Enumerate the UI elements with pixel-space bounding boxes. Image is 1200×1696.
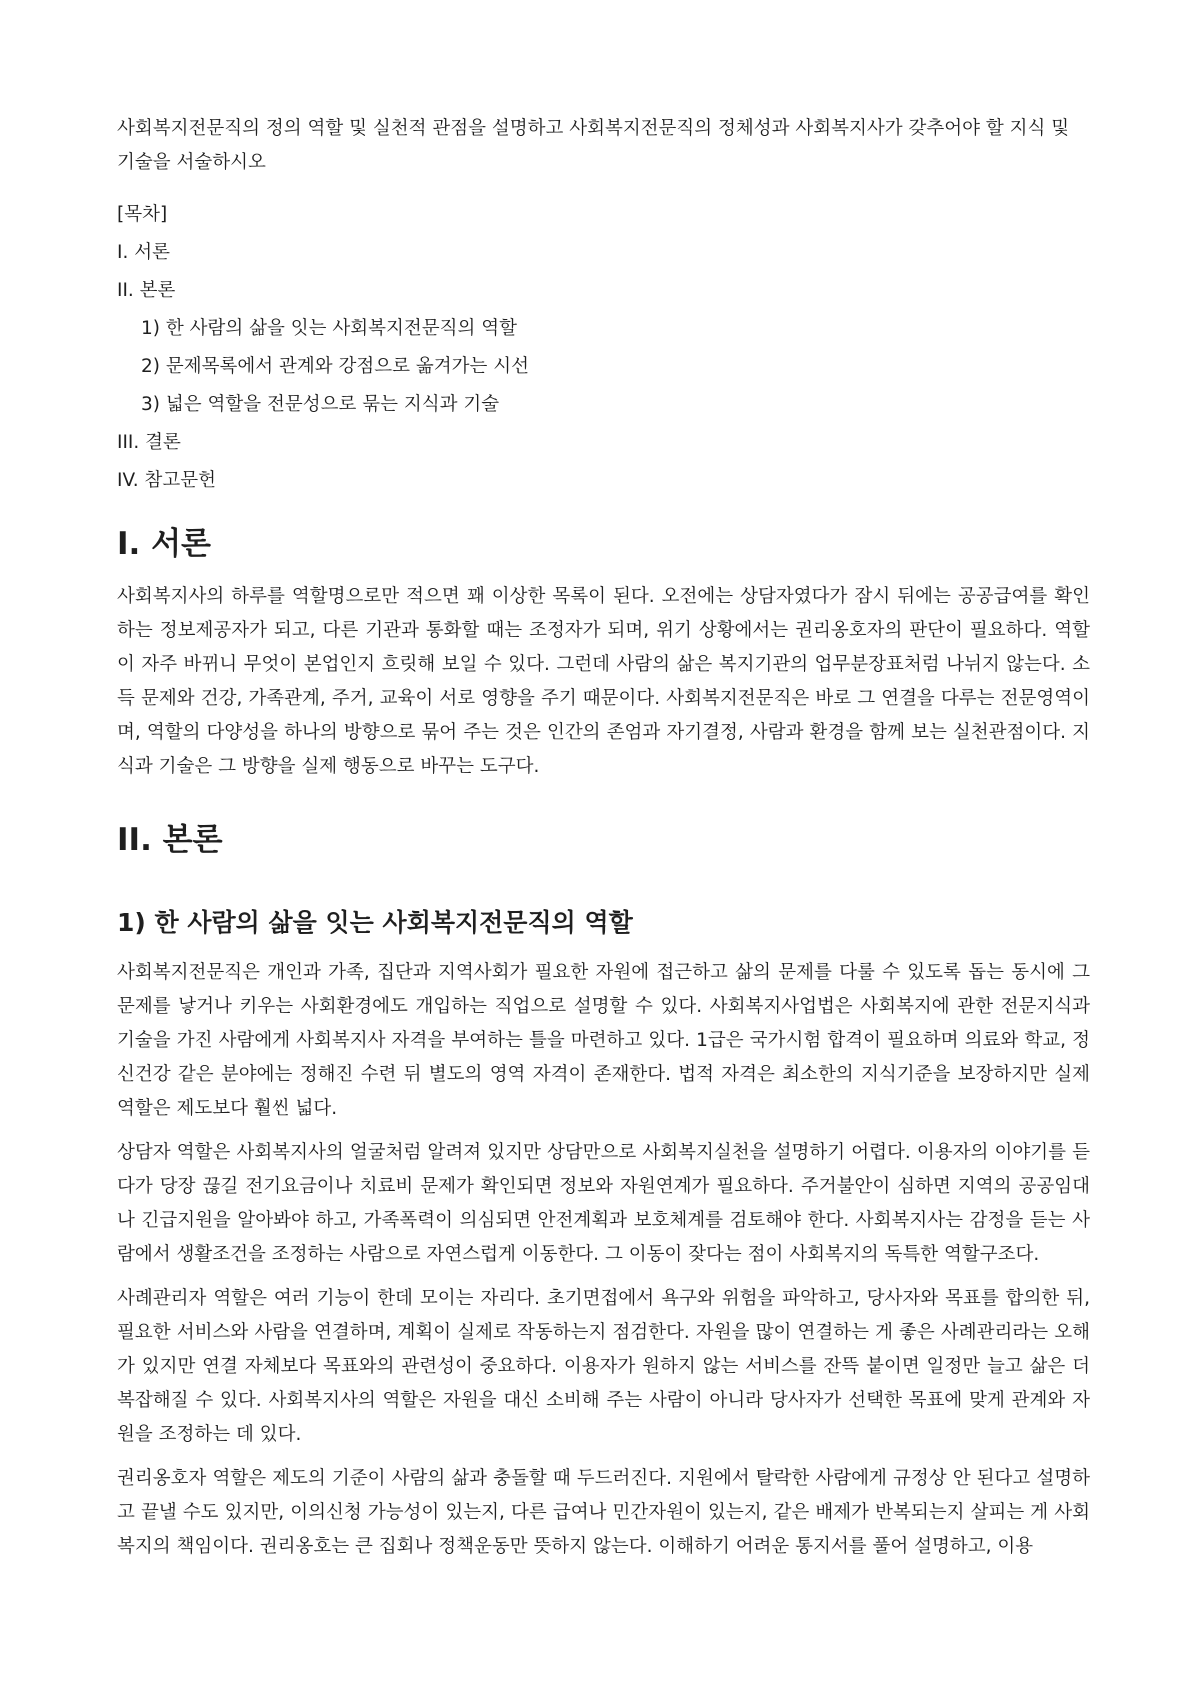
intro-heading: I. 서론 — [117, 526, 211, 562]
toc-title: [목차] — [117, 204, 168, 225]
toc-item-body: II. 본론 — [117, 280, 176, 301]
section1-paragraph-2: 상담자 역할은 사회복지사의 얼굴처럼 알려져 있지만 상담만으로 사회복지실천을 설명하기 어렵다. 이용자의 이야기를 듣다가 당장 끊길 전기요금이나 치료비 문제가 확인되면 정보와 자원연계가 필요하다. 주거불안이 심하면 지역의 공공임대나 긴급지원을 알아봐야 하고, 가족폭력이 의심되면 안전계획과 보호체계를 검토해야 한다. 사회복지사는 감정을 듣는 사람에서 생활조건을 조정하는 사람으로 자연스럽게 이동한다. 그 이동이 잦다는 점이 사회복지의 독특한 역할구조다. — [117, 1142, 1090, 1265]
toc-item-references: IV. 참고문헌 — [117, 470, 216, 491]
toc-item-intro: I. 서론 — [117, 242, 170, 263]
toc-item-body-2: 2) 문제목록에서 관계와 강점으로 옮겨가는 시선 — [141, 356, 529, 377]
toc-item-body-1: 1) 한 사람의 삶을 잇는 사회복지전문직의 역할 — [141, 318, 517, 339]
section1-heading: 1) 한 사람의 삶을 잇는 사회복지전문직의 역할 — [117, 908, 633, 937]
intro-paragraph: 사회복지사의 하루를 역할명으로만 적으면 꽤 이상한 목록이 된다. 오전에는 상담자였다가 잠시 뒤에는 공공급여를 확인하는 정보제공자가 되고, 다른 기관과 통화할 때는 조정자가 되며, 위기 상황에서는 권리옹호자의 판단이 필요하다. 역할이 자주 바뀌니 무엇이 본업인지 흐릿해 보일 수 있다. 그런데 사람의 삶은 복지기관의 업무분장표처럼 나뉘지 않는다. 소득 문제와 건강, 가족관계, 주거, 교육이 서로 영향을 주기 때문이다. 사회복지전문직은 바로 그 연결을 다루는 전문영역이며, 역할의 다양성을 하나의 방향으로 묶어 주는 것은 인간의 존엄과 자기결정, 사람과 환경을 함께 보는 실천관점이다. 지식과 기술은 그 방향을 실제 행동으로 바꾸는 도구다. — [117, 586, 1090, 777]
toc-item-body-3: 3) 넓은 역할을 전문성으로 묶는 지식과 기술 — [141, 394, 500, 415]
assignment-question: 사회복지전문직의 정의 역할 및 실천적 관점을 설명하고 사회복지전문직의 정체성과 사회복지사가 갖추어야 할 지식 및 기술을 서술하시오 — [117, 118, 1070, 173]
section1-paragraph-4: 권리옹호자 역할은 제도의 기준이 사람의 삶과 충돌할 때 두드러진다. 지원에서 탈락한 사람에게 규정상 안 된다고 설명하고 끝낼 수도 있지만, 이의신청 가능성이 있는지, 다른 급여나 민간자원이 있는지, 같은 배제가 반복되는지 살피는 게 사회복지의 책임이다. 권리옹호는 큰 집회나 정책운동만 뜻하지 않는다. 이해하기 어려운 통지서를 풀어 설명하고, 이용 — [117, 1468, 1090, 1557]
toc-item-conclusion: III. 결론 — [117, 432, 181, 453]
table-of-contents — [117, 196, 1090, 500]
section1-paragraph-1: 사회복지전문직은 개인과 가족, 집단과 지역사회가 필요한 자원에 접근하고 삶의 문제를 다룰 수 있도록 돕는 동시에 그 문제를 낳거나 키우는 사회환경에도 개입하는 직업으로 설명할 수 있다. 사회복지사업법은 사회복지에 관한 전문지식과 기술을 가진 사람에게 사회복지사 자격을 부여하는 틀을 마련하고 있다. 1급은 국가시험 합격이 필요하며 의료와 학교, 정신건강 같은 분야에는 정해진 수련 뒤 별도의 영역 자격이 존재한다. 법적 자격은 최소한의 지식기준을 보장하지만 실제 역할은 제도보다 훨씬 넓다. — [117, 962, 1090, 1119]
section1-paragraph-3: 사례관리자 역할은 여러 기능이 한데 모이는 자리다. 초기면접에서 욕구와 위험을 파악하고, 당사자와 목표를 합의한 뒤, 필요한 서비스와 사람을 연결하며, 계획이 실제로 작동하는지 점검한다. 자원을 많이 연결하는 게 좋은 사례관리라는 오해가 있지만 연결 자체보다 목표와의 관련성이 중요하다. 이용자가 원하지 않는 서비스를 잔뜩 붙이면 일정만 늘고 삶은 더 복잡해질 수 있다. 사회복지사의 역할은 자원을 대신 소비해 주는 사람이 아니라 당사자가 선택한 목표에 맞게 관계와 자원을 조정하는 데 있다. — [117, 1288, 1090, 1445]
body-heading: II. 본론 — [117, 822, 223, 858]
